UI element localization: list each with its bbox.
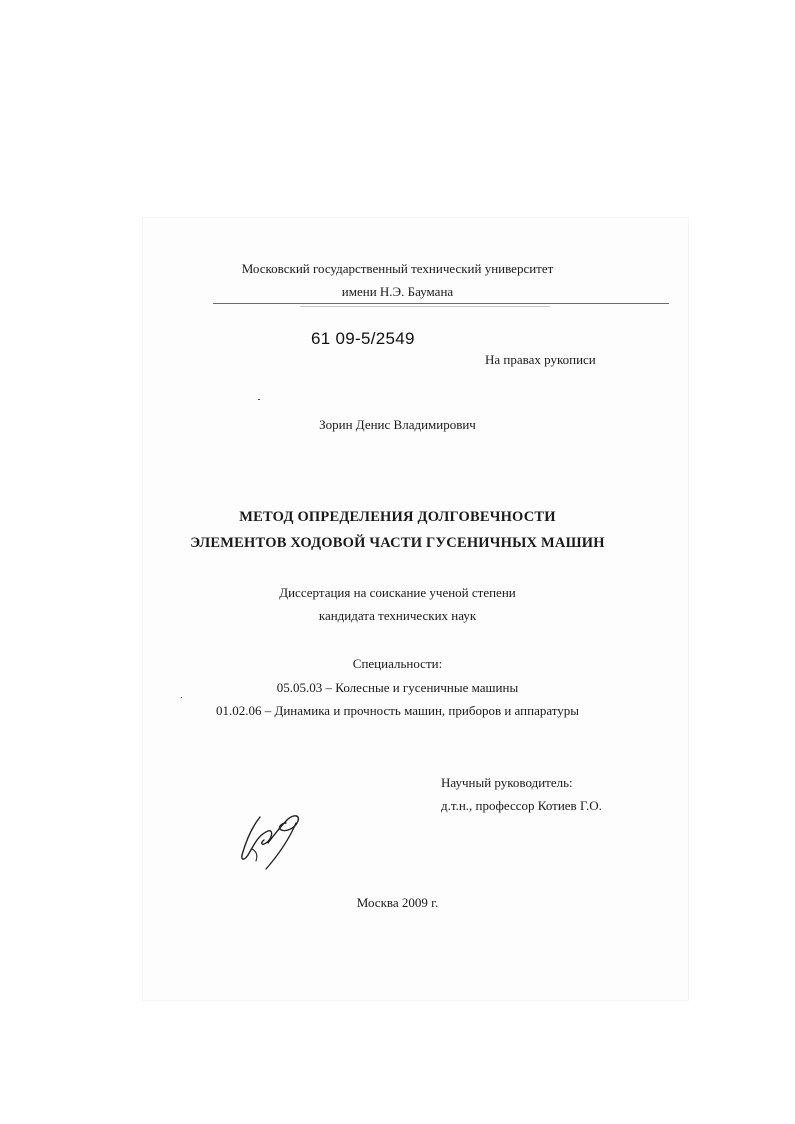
scan-speck (258, 399, 260, 400)
author-name: Зорин Денис Владимирович (319, 417, 476, 432)
university-name-suffix: имени Н.Э. Баумана (341, 284, 454, 299)
dissertation-title-line1: МЕТОД ОПРЕДЕЛЕНИЯ ДОЛГОВЕЧНОСТИ (239, 509, 556, 525)
specialty-item: 05.05.03 – Колесные и гусеничные машины (276, 680, 519, 695)
header-divider-shadow (300, 306, 550, 307)
supervisor-heading: Научный руководитель: (441, 775, 573, 790)
handwritten-signature (238, 805, 308, 875)
specialty-item: 01.02.06 – Динамика и прочность машин, приборов и аппаратуры (215, 703, 580, 718)
scan-speck (181, 697, 182, 698)
degree-line2: кандидата технических наук (318, 608, 477, 623)
header-divider (213, 303, 669, 304)
supervisor-name: д.т.н., профессор Котиев Г.О. (441, 798, 602, 813)
degree-line1: Диссертация на соискание ученой степени (279, 585, 516, 600)
dissertation-title-line2: ЭЛЕМЕНТОВ ХОДОВОЙ ЧАСТИ ГУСЕНИЧНЫХ МАШИН (190, 535, 605, 551)
university-name: Московский государственный технический университет (241, 261, 554, 276)
specialties-heading: Специальности: (352, 656, 443, 671)
registration-stamp-number: 61 09-5/2549 (311, 329, 415, 348)
city-year: Москва 2009 г. (356, 895, 439, 910)
rights-note: На правах рукописи (485, 352, 596, 367)
